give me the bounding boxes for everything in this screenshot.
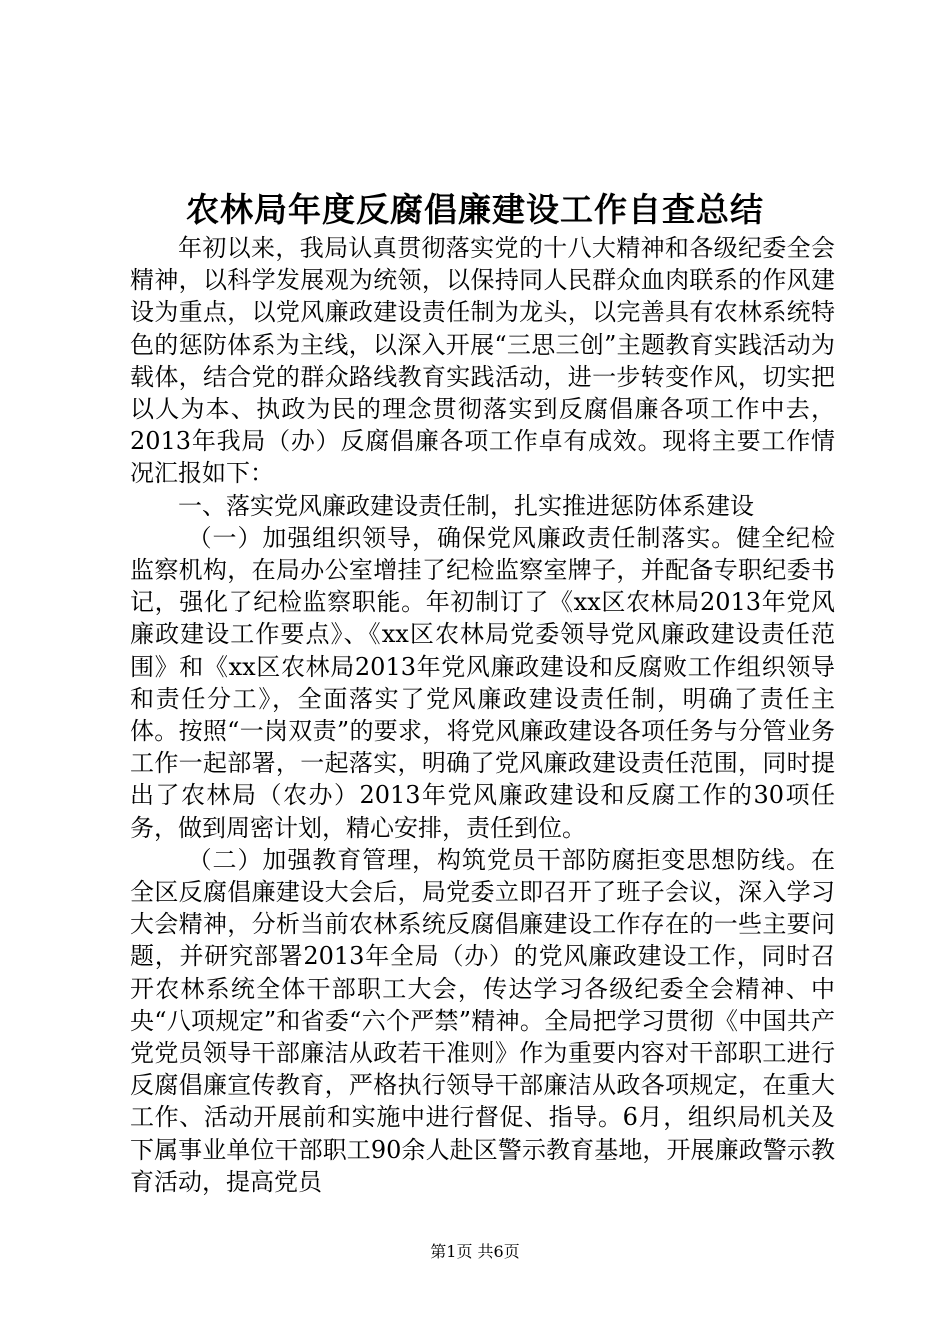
paragraph-intro: 年初以来，我局认真贯彻落实党的十八大精神和各级纪委全会精神，以科学发展观为统领，以保持同人民群众血肉联系的作风建设为重点，以党风廉政建设责任制为龙头，以完善具有农林系统特色的惩防体系为主线，以深入开展“三思三创”主题教育实践活动为载体，结合党的群众路线教育实践活动，进一步转变作风，切实把以人为本、执政为民的理念贯彻落实到反腐倡廉各项工作中去，2013年我局（办）反腐倡廉各项工作卓有成效。现将主要工作情况汇报如下： (130, 234, 835, 488)
paragraph-section-heading-1: 一、落实党风廉政建设责任制，扎实推进惩防体系建设 (178, 491, 754, 520)
page-footer: 第1页 共6页 (430, 1242, 520, 1261)
document-title: 农林局年度反腐倡廉建设工作自查总结 (186, 190, 764, 229)
paragraph-subsection-1: （一）加强组织领导，确保党风廉政责任制落实。健全纪检监察机构，在局办公室增挂了纪检监察室牌子，并配备专职纪委书记，强化了纪检监察职能。年初制订了《xx区农林局2013年党风廉政建设工作要点》、《xx区农林局党委领导党风廉政建设责任范围》和《xx区农林局2013年党风廉政建设和反腐败工作组织领导和责任分工》，全面落实了党风廉政建设责任制，明确了责任主体。按照“一岗双责”的要求，将党风廉政建设各项任务与分管业务工作一起部署，一起落实，明确了党风廉政建设责任范围，同时提出了农林局（农办）2013年党风廉政建设和反腐工作的30项任务，做到周密计划，精心安排，责任到位。 (130, 523, 835, 842)
paragraph-subsection-2: （二）加强教育管理，构筑党员干部防腐拒变思想防线。在全区反腐倡廉建设大会后，局党委立即召开了班子会议，深入学习大会精神，分析当前农林系统反腐倡廉建设工作存在的一些主要问题，并研究部署2013年全局（办）的党风廉政建设工作，同时召开农林系统全体干部职工大会，传达学习各级纪委全会精神、中央“八项规定”和省委“六个严禁”精神。全局把学习贯彻《中国共产党党员领导干部廉洁从政若干准则》作为重要内容对干部职工进行反腐倡廉宣传教育，严格执行领导干部廉洁从政各项规定，在重大工作、活动开展前和实施中进行督促、指导。6月，组织局机关及下属事业单位干部职工90余人赴区警示教育基地，开展廉政警示教育活动，提高党员 (130, 845, 835, 1196)
document-body (130, 232, 835, 1198)
